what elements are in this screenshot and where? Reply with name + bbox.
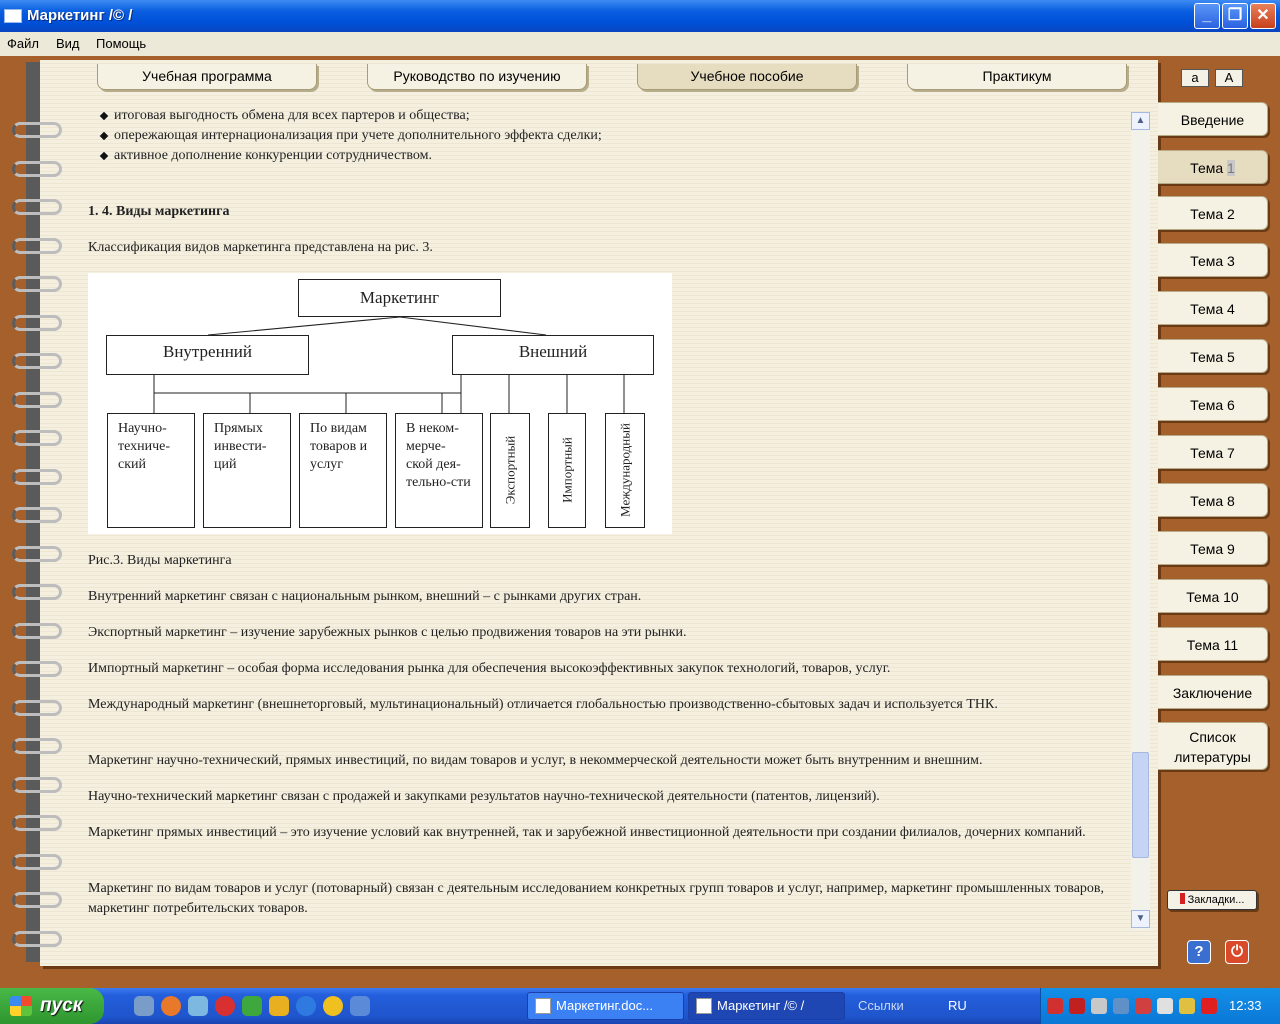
task-marketing-app[interactable]	[688, 992, 845, 1020]
paragraph: Маркетинг по видам товаров и услуг (потоварный) связан с деятельным исследованием конкретных групп товаров и услуг, например, маркетинг промышленных товаров, маркетинг потребительских товаров.	[88, 881, 1105, 916]
menu-view[interactable]: Вид	[56, 36, 80, 51]
maximize-button[interactable]: ❐	[1222, 3, 1248, 29]
app-task-icon	[696, 998, 712, 1014]
sidetab-topic-2[interactable]: Тема 2	[1158, 196, 1268, 230]
menu-bar	[0, 32, 1280, 56]
sidetab-topic-4[interactable]: Тема 4	[1158, 291, 1268, 325]
binder-ring	[12, 623, 62, 639]
sidetab-introduction[interactable]: Введение	[1158, 102, 1268, 136]
sidetab-topic-8[interactable]: Тема 8	[1158, 483, 1268, 517]
diagram-node-import-label: Импортный	[559, 437, 575, 503]
diagram-root-node: Маркетинг	[298, 279, 501, 317]
sidetab-topic-7[interactable]: Тема 7	[1158, 435, 1268, 469]
network-icon[interactable]	[134, 996, 154, 1016]
sidetab-topic-10[interactable]: Тема 10	[1158, 579, 1268, 613]
title-bar	[0, 0, 1280, 32]
tab-study-guide[interactable]: Руководство по изучению	[367, 64, 587, 90]
links-toolbar[interactable]: Ссылки	[858, 998, 904, 1013]
app-area	[0, 56, 1280, 988]
tray-display-icon[interactable]	[1157, 998, 1173, 1014]
binder-ring	[12, 546, 62, 562]
clock: 12:33	[1229, 998, 1262, 1013]
firefox-icon[interactable]	[161, 996, 181, 1016]
diagram-node-sci-tech: Научно-техниче-ский	[107, 413, 195, 528]
diagram-internal-node: Внутренний	[106, 335, 309, 375]
sidetab-topic-1-label: Тема	[1190, 160, 1224, 176]
sidetab-topic-1-number: 1	[1227, 160, 1235, 176]
paragraph: Маркетинг прямых инвестиций – это изучение условий как внутренней, так и зарубежной инвестиционной деятельности при создании филиалов, дочерних компаний.	[88, 825, 1086, 840]
binder-ring	[12, 353, 62, 369]
tray-sync-icon[interactable]	[1113, 998, 1129, 1014]
marketing-diagram	[88, 273, 672, 534]
bullet-item: опережающая интернационализация при учете дополнительного эффекта сделки;	[114, 126, 602, 146]
tab-workshop[interactable]: Практикум	[907, 64, 1127, 90]
scroll-down-button[interactable]: ▼	[1131, 910, 1150, 928]
binder-ring	[12, 392, 62, 408]
app-quicklaunch-icon[interactable]	[242, 996, 262, 1016]
binder-ring	[12, 238, 62, 254]
ie-icon[interactable]	[296, 996, 316, 1016]
binder-ring	[12, 315, 62, 331]
binder-ring	[12, 815, 62, 831]
taskbar	[0, 988, 1280, 1024]
binder-ring	[12, 700, 62, 716]
bookmarks-button[interactable]	[1167, 890, 1257, 910]
paragraph: Маркетинг научно-технический, прямых инвестиций, по видам товаров и услуг, в некоммерческой деятельности может быть внутренним и внешним.	[88, 753, 983, 768]
font-large-button[interactable]: A	[1215, 69, 1243, 87]
help-icon[interactable]: ?	[1187, 940, 1211, 964]
diagram-node-noncommercial: В неком-мерче-ской дея-тельно-сти	[395, 413, 483, 528]
intro-text: Классификация видов маркетинга представлена на рис. 3.	[88, 240, 433, 255]
binder-ring	[12, 276, 62, 292]
chrome-icon[interactable]	[323, 996, 343, 1016]
bullet-item: итоговая выгодность обмена для всех партеров и общества;	[114, 106, 470, 126]
diagram-node-export-label: Экспортный	[502, 435, 518, 505]
binder-ring	[12, 931, 62, 947]
diagram-node-goods-services: По видам товаров и услуг	[299, 413, 387, 528]
language-indicator[interactable]: RU	[948, 998, 967, 1013]
diagram-node-direct-investment: Прямых инвести-ций	[203, 413, 291, 528]
sidetab-topic-11[interactable]: Тема 11	[1158, 627, 1268, 661]
tab-curriculum[interactable]: Учебная программа	[97, 64, 317, 90]
tray-mail-icon[interactable]	[1179, 998, 1195, 1014]
diagram-external-node: Внешний	[452, 335, 654, 375]
menu-file[interactable]: Файл	[7, 36, 39, 51]
figure-caption: Рис.3. Виды маркетинга	[88, 553, 232, 568]
tray-antivirus-icon[interactable]	[1047, 998, 1063, 1014]
tray-volume-icon[interactable]	[1091, 998, 1107, 1014]
section-heading: 1. 4. Виды маркетинга	[88, 204, 230, 219]
paragraph: Внутренний маркетинг связан с национальным рынком, внешний – с рынками других стран.	[88, 589, 642, 604]
desktop-icon[interactable]	[350, 996, 370, 1016]
task-word-doc-label: Маркетинг.doc...	[556, 998, 654, 1013]
start-label: пуск	[40, 995, 83, 1016]
binder-ring	[12, 507, 62, 523]
binder-ring	[12, 430, 62, 446]
sidetab-topic-6[interactable]: Тема 6	[1158, 387, 1268, 421]
word-icon	[535, 998, 551, 1014]
sidetab-bibliography[interactable]: Список литературы	[1158, 722, 1268, 770]
binder-ring	[12, 161, 62, 177]
sidetab-topic-9[interactable]: Тема 9	[1158, 531, 1268, 565]
paragraph: Международный маркетинг (внешнеторговый, мультинациональный) отличается глобальностью производственно-сбытовых задач и используется ТНК.	[88, 697, 998, 712]
paragraph: Импортный маркетинг – особая форма исследования рынка для обеспечения высокоэффективных закупок технологий, товаров, услуг.	[88, 661, 891, 676]
task-marketing-app-label: Маркетинг /© /	[717, 998, 805, 1013]
tray-settings-icon[interactable]	[1135, 998, 1151, 1014]
binder-ring	[12, 199, 62, 215]
start-button[interactable]	[0, 988, 104, 1024]
binder-ring	[12, 661, 62, 677]
bullet-item: активное дополнение конкуренции сотрудничеством.	[114, 146, 432, 166]
minimize-button[interactable]: _	[1194, 3, 1220, 29]
paragraph: Научно-технический маркетинг связан с продажей и закупками результатов научно-технической деятельности (патентов, лицензий).	[88, 789, 880, 804]
media-icon[interactable]	[269, 996, 289, 1016]
sidetab-topic-5[interactable]: Тема 5	[1158, 339, 1268, 373]
binder-ring	[12, 584, 62, 600]
binder-ring	[12, 892, 62, 908]
paragraph: Экспортный маркетинг – изучение зарубежных рынков с целью продвижения товаров на эти рынки.	[88, 625, 687, 640]
sidetab-topic-1[interactable]	[1158, 150, 1268, 184]
scroll-thumb[interactable]	[1132, 752, 1149, 858]
binder-ring	[12, 738, 62, 754]
task-word-doc[interactable]	[527, 992, 684, 1020]
sidetab-topic-3[interactable]: Тема 3	[1158, 243, 1268, 277]
vertical-scrollbar[interactable]	[1131, 112, 1150, 930]
diagram-node-import	[548, 413, 586, 528]
bookmark-icon	[1180, 893, 1185, 904]
binder-ring	[12, 469, 62, 485]
menu-help[interactable]: Помощь	[96, 36, 147, 51]
windows-logo-icon	[10, 996, 32, 1016]
binder-ring	[12, 854, 62, 870]
close-button[interactable]: ✕	[1250, 3, 1276, 29]
diagram-node-international-label: Международный	[617, 423, 633, 517]
tab-textbook[interactable]: Учебное пособие	[637, 64, 857, 90]
diagram-node-export	[490, 413, 530, 528]
scroll-up-button[interactable]: ▲	[1131, 112, 1150, 130]
binder-ring	[12, 777, 62, 793]
window-title: Маркетинг /© /	[27, 7, 133, 24]
opera-icon[interactable]	[215, 996, 235, 1016]
tray-kaspersky-icon[interactable]	[1069, 998, 1085, 1014]
sidetab-conclusion[interactable]: Заключение	[1158, 675, 1268, 709]
messenger-icon[interactable]	[188, 996, 208, 1016]
bookmarks-label: Закладки...	[1187, 894, 1245, 906]
app-icon	[4, 9, 22, 23]
font-small-button[interactable]: a	[1181, 69, 1209, 87]
tray-yandex-icon[interactable]	[1201, 998, 1217, 1014]
power-icon[interactable]: ⏻	[1225, 940, 1249, 964]
diagram-node-international	[605, 413, 645, 528]
binder-ring	[12, 122, 62, 138]
